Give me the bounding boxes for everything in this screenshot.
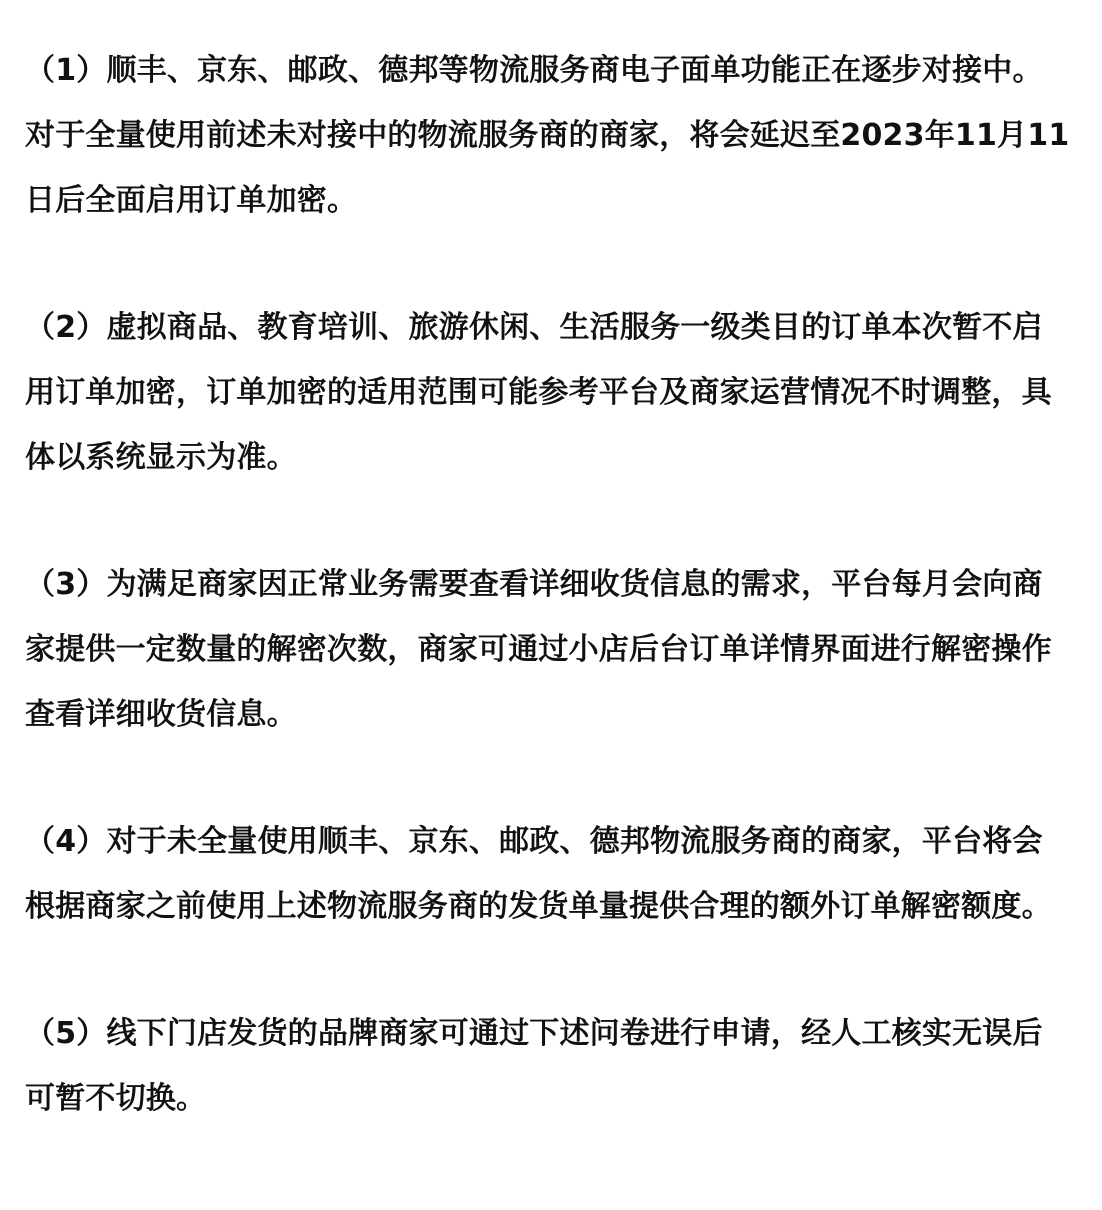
paragraph-1: （1）顺丰、京东、邮政、德邦等物流服务商电子面单功能正在逐步对接中。对于全量使用前述未对接中的物流服务商的商家，将会延迟至2023年11月11日后全面启用订单加密。 [25,53,1070,218]
paragraph-3: （3）为满足商家因正常业务需要查看详细收货信息的需求，平台每月会向商家提供一定数量的解密次数，商家可通过小店后台订单详情界面进行解密操作查看详细收货信息。 [25,567,1052,732]
paragraph-2: （2）虚拟商品、教育培训、旅游休闲、生活服务一级类目的订单本次暂不启用订单加密，订单加密的适用范围可能参考平台及商家运营情况不时调整，具体以系统显示为准。 [25,310,1052,475]
paragraph-5: （5）线下门店发货的品牌商家可通过下述问卷进行申请，经人工核实无误后可暂不切换。 [25,1016,1043,1116]
paragraph-4: （4）对于未全量使用顺丰、京东、邮政、德邦物流服务商的商家，平台将会根据商家之前使用上述物流服务商的发货单量提供合理的额外订单解密额度。 [25,824,1052,924]
